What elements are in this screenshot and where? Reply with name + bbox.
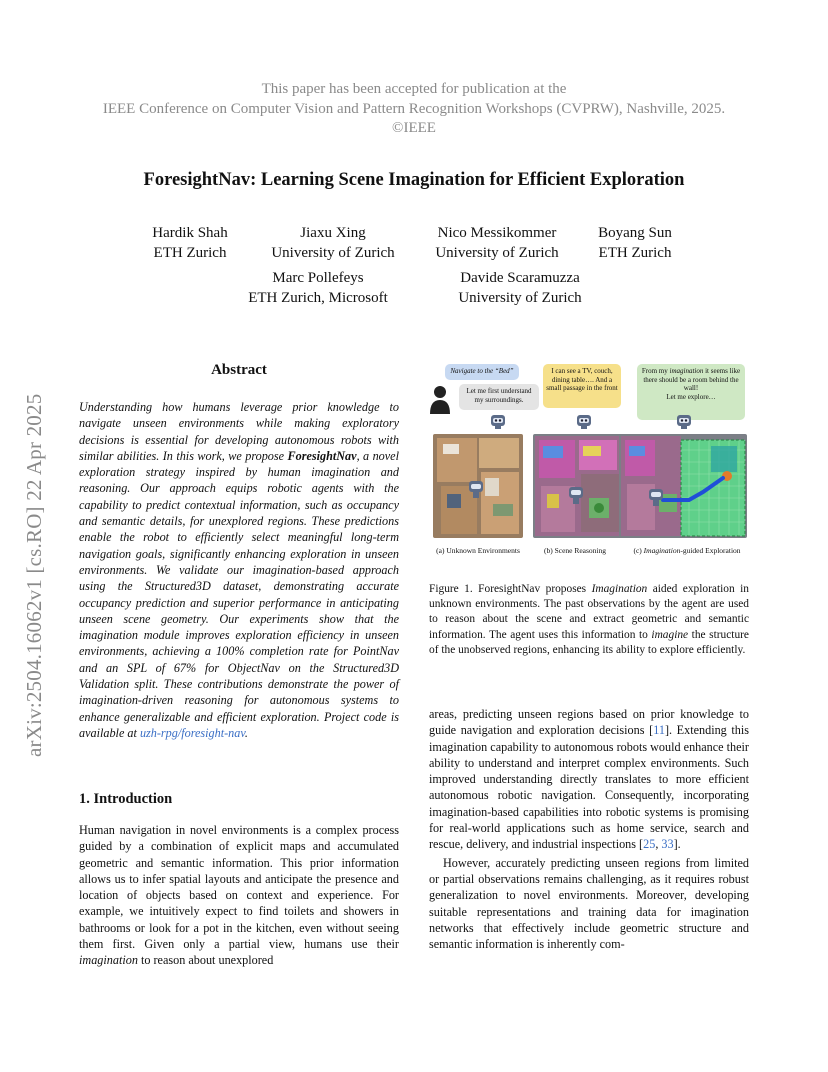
body-text: , [655,837,662,852]
floorplan-panel-semantic [533,434,623,538]
caption-text: aided exploration in unknown environments. The past observations by the agent are used to reason about the scene and extract geometric and semantic information. The agent uses this information to [429,583,749,641]
abstract-text: . [244,725,248,740]
citation-link[interactable]: 33 [661,837,674,852]
intro-emphasis: imagination [79,953,138,968]
intro-text: Human navigation in novel environments is a complex process guided by a combination of explicit maps and accumulated geometric and semantic information. This prior information allows us to infer spatial layouts and anticipate the presence and location of objects based on context and experience. For example, we intuitively expect to find toilets and showers in bathrooms or look for a pot in the kitchen, even without seeing them first. Given only a partial view, humans use their [79,823,399,952]
author-6 [440,268,600,308]
author-4 [580,223,690,263]
author-2 [258,223,408,263]
citation-link[interactable]: 25 [643,837,656,852]
author-affiliation: University of Zurich [271,245,395,261]
author-name: Marc Pollefeys [272,270,364,286]
speech-bubble-robot-b: I can see a TV, couch, dining table…. And a small passage in the front [543,364,621,408]
author-affiliation: ETH Zurich, Microsoft [248,290,388,306]
author-name: Davide Scaramuzza [460,270,580,286]
right-paragraph-2: However, accurately predicting unseen regions from limited or partial observations remains challenging, as it requires robust generalization to novel environments. Moreover, developing suitable representations and training data for imagination networks that effectively include geometric structure and semantic information is inherently com- [429,855,749,952]
caption-emphasis: Imagination [591,583,648,595]
caption-text: the structure of the unobserved regions, enhancing its ability to explore efficiently. [429,628,749,656]
author-1 [120,223,260,263]
bubble-text: Let me explore… [666,392,716,401]
author-5 [230,268,406,308]
bubble-text: it seems like there should be a room behind the wall! [643,367,741,392]
robot-icon [575,412,593,430]
abstract-text: , a novel exploration strategy inspired by human imagination and reasoning. Our approach equips robotic agents with the capability to predict contextual information, such as occupancy and semantic details, for unexplored regions. These predictions enable the robot to efficiently select meaningful long-term navigation goals, significantly enhancing exploration in unseen environments. We validate our imagination-based approach using the Structured3D dataset, demonstrating accurate occupancy prediction and superior performance in anticipating unseen scene geometry. Our experiments show that the imagination module improves exploration efficiency in unseen environments, achieving a 100% completion rate for PointNav and an SPL of 67% for ObjectNav on the Structured3D Validation split. These contributions demonstrate the power of imagination-driven reasoning for autonomous systems to enhance generalizable and efficient exploration. Project code is available at [79,448,399,740]
subfigure-label-b: (b) Scene Reasoning [543,546,607,555]
intro-text: to reason about unexplored [137,953,274,968]
author-affiliation: University of Zurich [435,245,559,261]
intro-paragraph [79,822,399,969]
robot-icon [489,412,507,430]
floorplan-panel-unknown [433,434,523,538]
floorplan-panel-imagination [619,434,747,538]
body-text: ]. Extending this imagination capability to autonomous robots would enhance their ability to understand and interpret complex environments. Such improved understanding directly translates to more efficient autonomous robotic navigation. Consequently, incorporating imagination-based capabilities into robotic systems is promising for real-world applications such as home service, search and rescue, delivery, and industrial inspections [ [429,723,750,852]
body-text: areas, predicting unseen regions based on prior knowledge to guide navigation and exploration decisions [ [429,707,749,738]
robot-icon [675,412,693,430]
right-paragraph-1 [429,706,749,853]
abstract-body [79,399,399,741]
section-heading-introduction: 1. Introduction [79,791,173,807]
citation-link[interactable]: 11 [653,723,665,738]
author-name: Hardik Shah [152,225,228,241]
bubble-text: From my [641,367,670,375]
publication-notice-line2: IEEE Conference on Computer Vision and Pattern Recognition Workshops (CVPRW), Nashville, 2025. [102,101,726,117]
author-affiliation: University of Zurich [458,290,582,306]
paper-title: ForesightNav: Learning Scene Imagination for Efficient Exploration [143,170,685,190]
bubble-text: Navigate to the “Bed” [450,367,514,375]
right-column-text [429,706,749,952]
subfigure-label-a: (a) Unknown Environments [436,546,520,555]
figure-1 [429,362,751,570]
label-text: (c) [633,546,644,555]
bubble-emphasis: imagination [669,367,704,375]
label-text: -guided Exploration [680,546,741,555]
publication-notice-line3: ©IEEE [392,120,436,136]
project-code-link[interactable]: uzh-rpg/foresight-nav [139,725,245,740]
caption-text: Figure 1. ForesightNav proposes [429,583,592,595]
user-silhouette-icon [429,384,451,414]
arxiv-sidebar-stamp: arXiv:2504.16062v1 [cs.RO] 22 Apr 2025 [22,393,46,757]
figure-1-caption [429,582,749,658]
speech-bubble-user [445,364,519,380]
author-name: Boyang Sun [598,225,672,241]
publication-notice-line1: This paper has been accepted for publication at the [261,81,567,97]
speech-bubble-robot-a: Let me first understand my surroundings. [459,384,539,410]
body-text: ]. [673,837,681,852]
author-name: Nico Messikommer [437,225,557,241]
abstract-heading: Abstract [211,362,267,378]
author-name: Jiaxu Xing [300,225,366,241]
label-emphasis: Imagination [643,546,681,555]
author-3 [422,223,572,263]
author-affiliation: ETH Zurich [153,245,227,261]
author-affiliation: ETH Zurich [598,245,672,261]
abstract-text: Understanding how humans leverage prior knowledge to navigate unseen environments while making exploratory decisions is essential for developing autonomous robots with similar abilities. In this work, we propose [79,400,399,463]
caption-emphasis: imagine [651,628,689,641]
abstract-method-name: ForesightNav [287,448,357,463]
subfigure-label-c [629,546,745,555]
